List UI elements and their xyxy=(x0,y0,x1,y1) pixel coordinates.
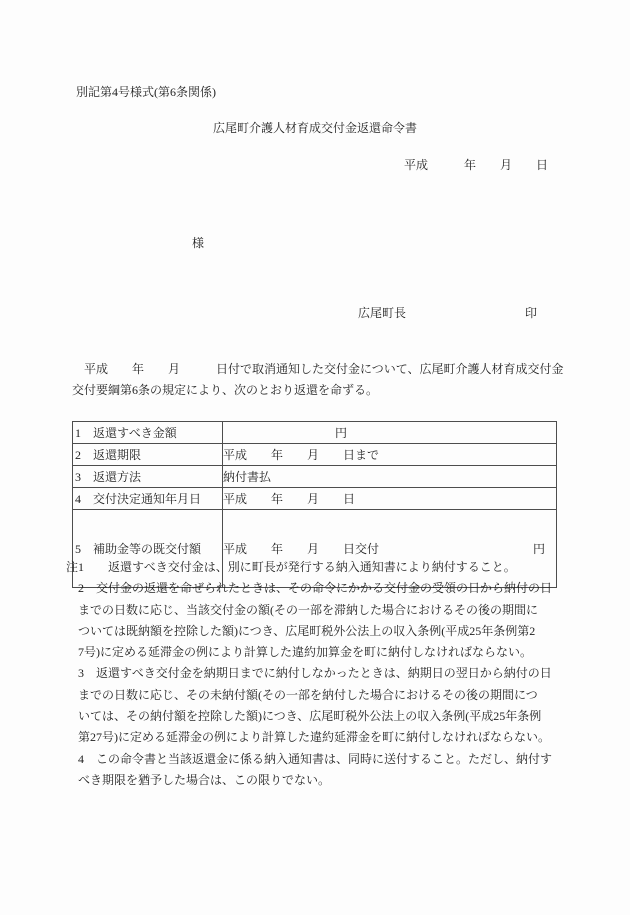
note-line: ついては既納額を控除した額)につき、広尾町税外公法上の収入条例(平成25年条例第2 xyxy=(78,623,536,638)
issue-date-line: 平成 年 月 日 xyxy=(404,158,549,172)
row-number: 4 xyxy=(75,492,81,506)
table-row xyxy=(73,488,557,510)
table-row xyxy=(73,466,557,488)
notes-section xyxy=(66,557,576,791)
row-label: 返還方法 xyxy=(93,470,142,484)
row-label: 交付決定通知年月日 xyxy=(93,492,202,506)
issuer-name: 広尾町長 xyxy=(358,306,407,320)
row-value-unit: 円 xyxy=(532,542,545,556)
addressee-honorific: 様 xyxy=(192,236,205,250)
row-value: 平成 年 月 日交付 xyxy=(223,542,380,556)
row-value: 円 xyxy=(335,426,348,440)
form-number: 別記第4号様式(第6条関係) xyxy=(76,85,216,99)
note-line: べき期限を猶予した場合は、この限りでない。 xyxy=(78,772,331,787)
note-line: 2 交付金の返還を命ぜられたときは、その命令にかかる交付金の受領の日から納付の日 xyxy=(78,581,553,596)
note-line: 注1 返還すべき交付金は、別に町長が発行する納入通知書により納付すること。 xyxy=(66,560,516,574)
row-number: 2 xyxy=(75,448,81,462)
seal-mark: 印 xyxy=(525,306,538,320)
note-line: 第27号)に定める延滞金の例により計算した違約延滞金を町に納付しなければならない。 xyxy=(78,730,550,745)
row-label: 返還期限 xyxy=(93,448,142,462)
note-line: 3 返還すべき交付金を納期日までに納付しなかったときは、納期日の翌日から納付の日 xyxy=(78,666,552,681)
body-paragraph-line-2: 交付要綱第6条の規定により、次のとおり返還を命ずる。 xyxy=(72,383,379,397)
note-line: いては、その納付額を控除した額)につき、広尾町税外公法上の収入条例(平成25年条例 xyxy=(78,709,542,724)
note-line: 7号)に定める延滞金の例により計算した違約加算金を町に納付しなければならない。 xyxy=(78,645,532,660)
note-line: までの日数に応じ、その未納付額(その一部を納付した場合におけるその後の期間につ xyxy=(78,687,538,702)
body-paragraph-line-1: 平成 年 月 日付で取消通知した交付金について、広尾町介護人材育成交付金 xyxy=(72,362,564,376)
row-value: 納付書払 xyxy=(223,470,272,484)
table-row xyxy=(73,444,557,466)
row-value: 平成 年 月 日 xyxy=(223,492,356,506)
document-title: 広尾町介護人材育成交付金返還命令書 xyxy=(212,121,417,135)
table-row xyxy=(73,422,557,444)
row-value: 平成 年 月 日まで xyxy=(223,448,380,462)
row-label: 返還すべき金額 xyxy=(93,426,177,440)
row-number: 5 xyxy=(75,542,81,556)
note-line: までの日数に応じ、当該交付金の額(その一部を滞納した場合におけるその後の期間に xyxy=(78,602,538,617)
row-number: 1 xyxy=(75,426,81,440)
row-number: 3 xyxy=(75,470,81,484)
note-line: 4 この命令書と当該返還金に係る納入通知書は、同時に送付すること。ただし、納付す xyxy=(78,751,553,766)
row-label: 補助金等の既交付額 xyxy=(93,542,202,556)
